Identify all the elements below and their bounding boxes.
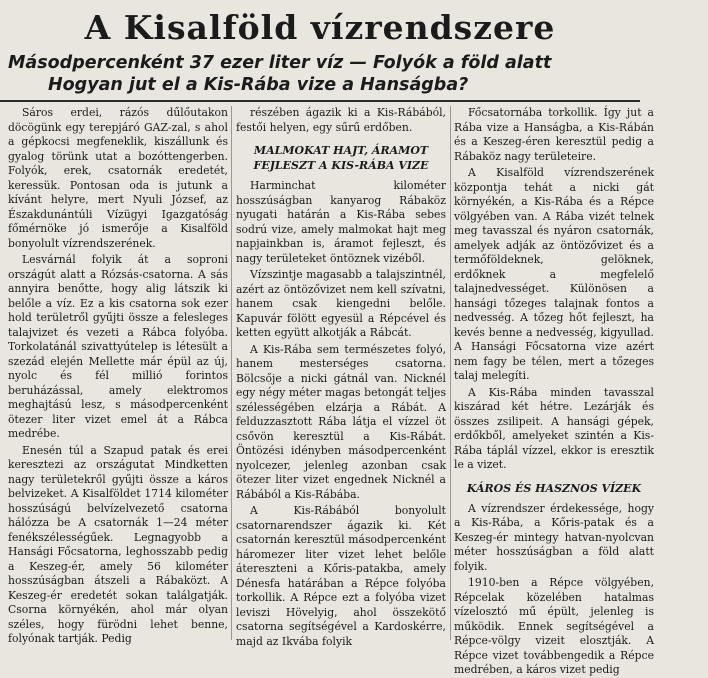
column-3	[454, 106, 654, 676]
paragraph: Harminchat kilométer hosszúságban kanyarog Rábaköz nyugati határán a Kis-Rába sebes sodrú vize, amely malmokat hajt meg napjainkban is, áramot fejleszt, és nagy területeket öntöznek vizéből.	[236, 179, 446, 265]
paragraph: A Kis-Rába sem természetes folyó, hanem mesterséges csatorna. Bölcsője a nicki gátnál van. Nicknél egy négy méter magas betongát teljes szélességében elzárja a Rábát. A felduzzasztott Rába látja el vízzel öt csővön keresztül a Kis-Rábát. Öntözési idényben másodpercenként nyolcezer, jelenleg azonban csak ötezer liter vizet engednek Nicknél a Rábából a Kis-Rábába.	[236, 342, 446, 501]
section-subheading: KÁROS ÉS HASZNOS VÍZEK	[466, 481, 642, 495]
paragraph: Enesén túl a Szapud patak és erei keresztezi az országutat Mindketten nagy területekről gyűjti össze a káros belvizeket. A Kisalföldet 1714 kilométer hosszúságú belvízelvezető csatorna hálózza be A csatornák 1—24 méter fenékszélességűek. Legnagyobb a Hansági Főcsatorna, leghosszabb pedig a Keszeg-ér, amely 56 kilométer hosszúságban átszeli a Rábaközt. A Keszeg-ér eredetét sokan találgatják. Csorna környékén, ahol már olyan széles, hogy fürödni lehet benne, folyónak tartják. Pedig	[8, 443, 228, 645]
paragraph: A vízrendszer érdekessége, hogy a Kis-Rába, a Kőris-patak és a Keszeg-ér mintegy hatvan-nyolcvan méter hosszúságban a föld alatt folyik.	[454, 501, 654, 573]
paragraph: Vízszintje magasabb a talajszintnél, azért az öntözővizet nem kell szívatni, hanem csak kiengedni belőle. Kapuvár fölött egyesül a Répcével és ketten együtt alkotják a Rábcát.	[236, 268, 446, 339]
header-rule	[0, 100, 640, 102]
column-1	[8, 106, 228, 645]
paragraph: Lesvárnál folyik át a soproni országút alatt a Rózsás-csatorna. A sás annyira benőtte, hogy alig látszik ki belőle a víz. Ez a kis csatorna sok ezer hold területről gyűjti össze a felesleges talajvizet és vezeti a Rábca folyóba. Torkolatánál szivattyútelep is létesült a szezád elején Mellette már épül az új, nyolc és fél millió forintos beruházással, amely elektromos meghajtású lesz, s másodpercenként ötezer liter vizet emel át a Rábca medrébe.	[8, 253, 228, 440]
column-divider	[231, 106, 232, 640]
paragraph: Sáros erdei, rázós dűlőutakon döcögünk egy terepjáró GAZ-zal, s ahol a gépkocsi megfeneklik, kiszállunk és gyalog törünk utat a bozóttengerben. Folyók, erek, csatornák eredetét, keressük. Pontosan oda is jutunk a kívánt helyre, mert Nyuli József, az Északdunántúli Vízügyi Igazgatóság főmérnöke jó ismerője a Kisalföld bonyolult vízrendszerének.	[8, 106, 228, 250]
paragraph: 1910-ben a Répce völgyében, Répcelak közelében hatalmas vízelosztó mű épült, jelenleg is működik. Ennek segítségével a Répce-völgy vizeit elosztják. A Répce vizet továbbengedik a Répce medrében, a káros vizet pedig	[454, 576, 654, 676]
section-subheading: MALMOKAT HAJT, ÁRAMOT FEJLESZT A KIS-RÁBA VIZE	[253, 144, 429, 172]
paragraph: A Kisalföld vízrendszerének központja tehát a nicki gát környékén, a Kis-Rába és a Répce völgyében van. A Rába vizét telnek meg tavasszal és nyáron csatornák, amelyek adják az öntözővizet és a termőföldeknek, gelöknek, erdőknek a megfelelő talajnedvességet. Különösen a hansági tőzeges talajnak fontos a nedvesség. A tőzeg hőt fejleszt, ha kevés benne a nedvesség, kigyullad. A Hansági Főcsatorna vize azért nem fagy be télen, mert a tőzeges talaj melegíti.	[454, 166, 654, 382]
article-subheadline-2: Hogyan jut el a Kis-Rába vize a Hanságba?	[48, 75, 469, 95]
paragraph: részében ágazik ki a Kis-Rábából, festői helyen, egy sűrű erdőben.	[236, 106, 446, 134]
article-headline: A Kisalföld vízrendszere	[84, 8, 556, 47]
paragraph: Főcsatornába torkollik. Így jut a Rába vize a Hanságba, a Kis-Rábán és a Keszeg-éren keresztül pedig a Rábaköz nagy területeire.	[454, 106, 654, 163]
column-2	[236, 106, 446, 648]
article-subheadline-1: Másodpercenként 37 ezer liter víz — Folyók a föld alatt	[8, 53, 552, 73]
column-divider	[450, 106, 451, 640]
paragraph: A Kis-Rábából bonyolult csatornarendszer ágazik ki. Két csatornán keresztül másodpercenként háromezer liter vizet lehet belőle átereszteni a Kőris-patakba, amely Dénesfa határában a Répce folyóba torkollik. A Répce ezt a folyóba vizet leviszi Hövelyig, ahol összekötő csatorna segítségével a Kardoskérre, majd az Ikvába folyik	[236, 504, 446, 648]
paragraph: A Kis-Rába minden tavasszal kiszárad két hétre. Lezárják és összes zsilipeit. A hansági gépek, erdőkből, amelyeket szintén a Kis-Rába táplál vízzel, ekkor is eresztik le a vizet.	[454, 385, 654, 471]
